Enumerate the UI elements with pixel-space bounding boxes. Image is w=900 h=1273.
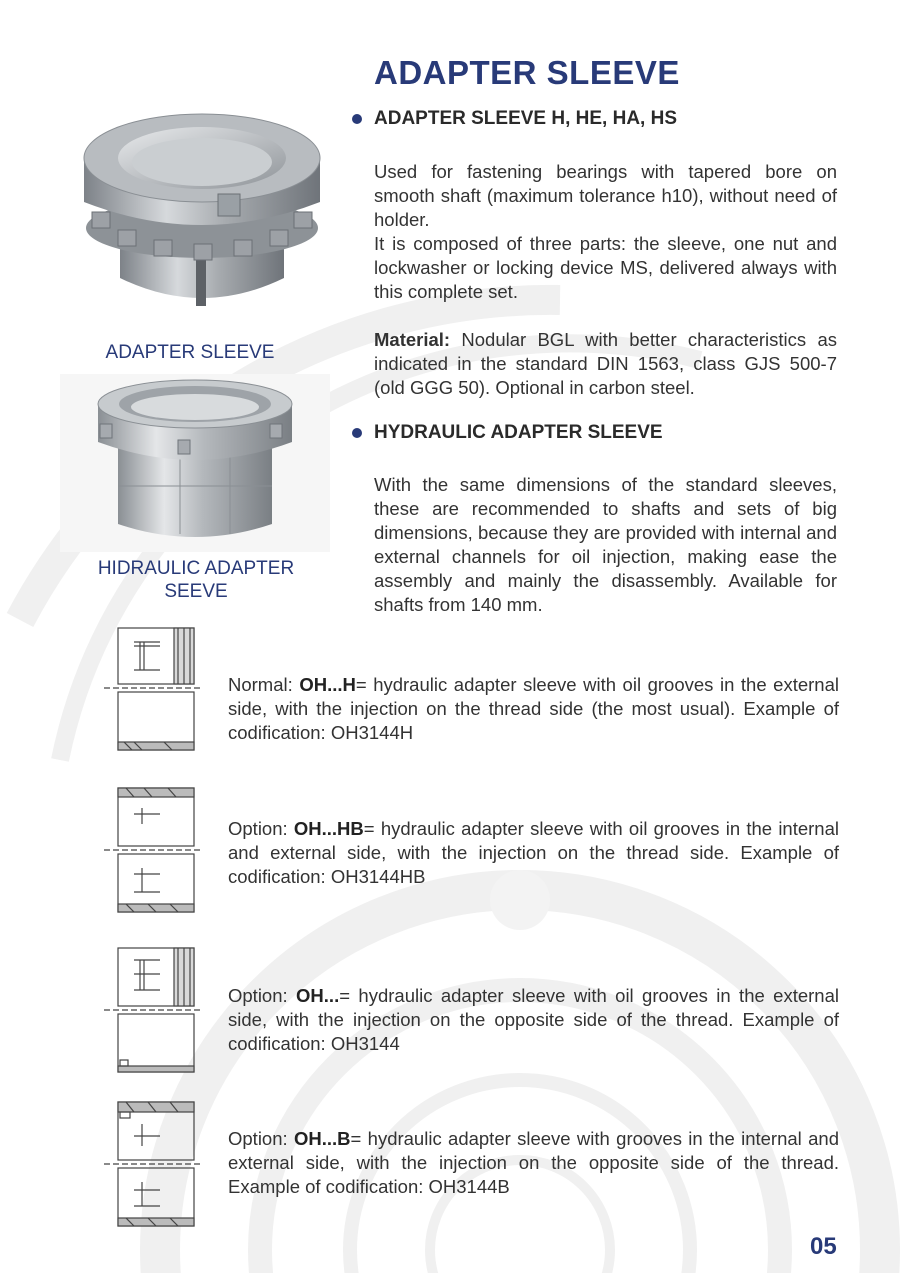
diagram-oh (104, 944, 202, 1078)
option-text: = hydraulic adapter sleeve with oil grooves in the internal and external side, with the injection on the thread side. Example of codification: OH3144HB (228, 818, 839, 887)
option-prefix: Normal: (228, 674, 300, 695)
adapter-sleeve-photo (78, 98, 326, 314)
caption-line-1: HIDRAULIC ADAPTER (97, 558, 295, 579)
bullet-icon (352, 114, 362, 124)
diagram-oh-h (104, 622, 202, 756)
section-heading-text: ADAPTER SLEEVE H, HE, HA, HS (374, 108, 677, 129)
section2-para: With the same dimensions of the standard sleeves, these are recommended to shafts and sets of big dimensions, because they are provided with internal and external channels for oil injection, making ease the assembly and mainly the disassembly. Available for shafts from 140 mm. (374, 474, 837, 615)
diagram-oh-hb (104, 784, 202, 918)
section2-body (374, 473, 837, 617)
option-prefix: Option: (228, 985, 297, 1006)
option-oh (228, 984, 839, 1056)
material-label: Material: (374, 329, 451, 350)
page-number: 05 (810, 1233, 837, 1260)
caption-hydraulic-adapter (86, 557, 306, 603)
section-heading-text: HYDRAULIC ADAPTER SLEEVE (374, 422, 663, 443)
option-oh-h (228, 673, 839, 745)
option-oh-b (228, 1127, 839, 1199)
section1-body (374, 160, 837, 400)
option-oh-hb (228, 817, 839, 889)
option-text: = hydraulic adapter sleeve with grooves in the internal and external side, with the injection on the opposite side of the thread. Example of codification: OH3144B (228, 1128, 839, 1197)
option-code: OH... (296, 985, 340, 1006)
option-code: OH...B (293, 1128, 351, 1149)
option-prefix: Option: (228, 1128, 294, 1149)
option-code: OH...HB (293, 818, 364, 839)
material-text: Nodular BGL with better characteristics as indicated in the standard DIN 1563, class GJS 500-7 (old GGG 50). Optional in carbon steel. (374, 329, 837, 398)
diagram-oh-b (104, 1098, 202, 1232)
option-prefix: Option: (228, 818, 294, 839)
section-heading-hydraulic (352, 422, 663, 444)
section1-para1: Used for fastening bearings with tapered bore on smooth shaft (maximum tolerance h10), without need of holder. (374, 161, 837, 230)
caption-adapter-sleeve: ADAPTER SLEEVE (105, 342, 275, 363)
bullet-icon (352, 428, 362, 438)
material-paragraph (374, 328, 837, 400)
caption-line-2: SEEVE (164, 581, 228, 602)
option-code: OH...H (299, 674, 356, 695)
page-title: ADAPTER SLEEVE (374, 54, 680, 91)
section-heading-adapter-sleeve (352, 108, 677, 130)
hydraulic-adapter-sleeve-photo (60, 374, 330, 552)
option-text: = hydraulic adapter sleeve with oil grooves in the external side, with the injection on the opposite side of the thread. Example of codification: OH3144 (228, 985, 839, 1054)
option-text: = hydraulic adapter sleeve with oil grooves in the external side, with the injection on the thread side (the most usual). Example of codification: OH3144H (228, 674, 839, 743)
section1-para2: It is composed of three parts: the sleeve, one nut and lockwasher or locking device MS, delivered always with this complete set. (374, 233, 837, 302)
